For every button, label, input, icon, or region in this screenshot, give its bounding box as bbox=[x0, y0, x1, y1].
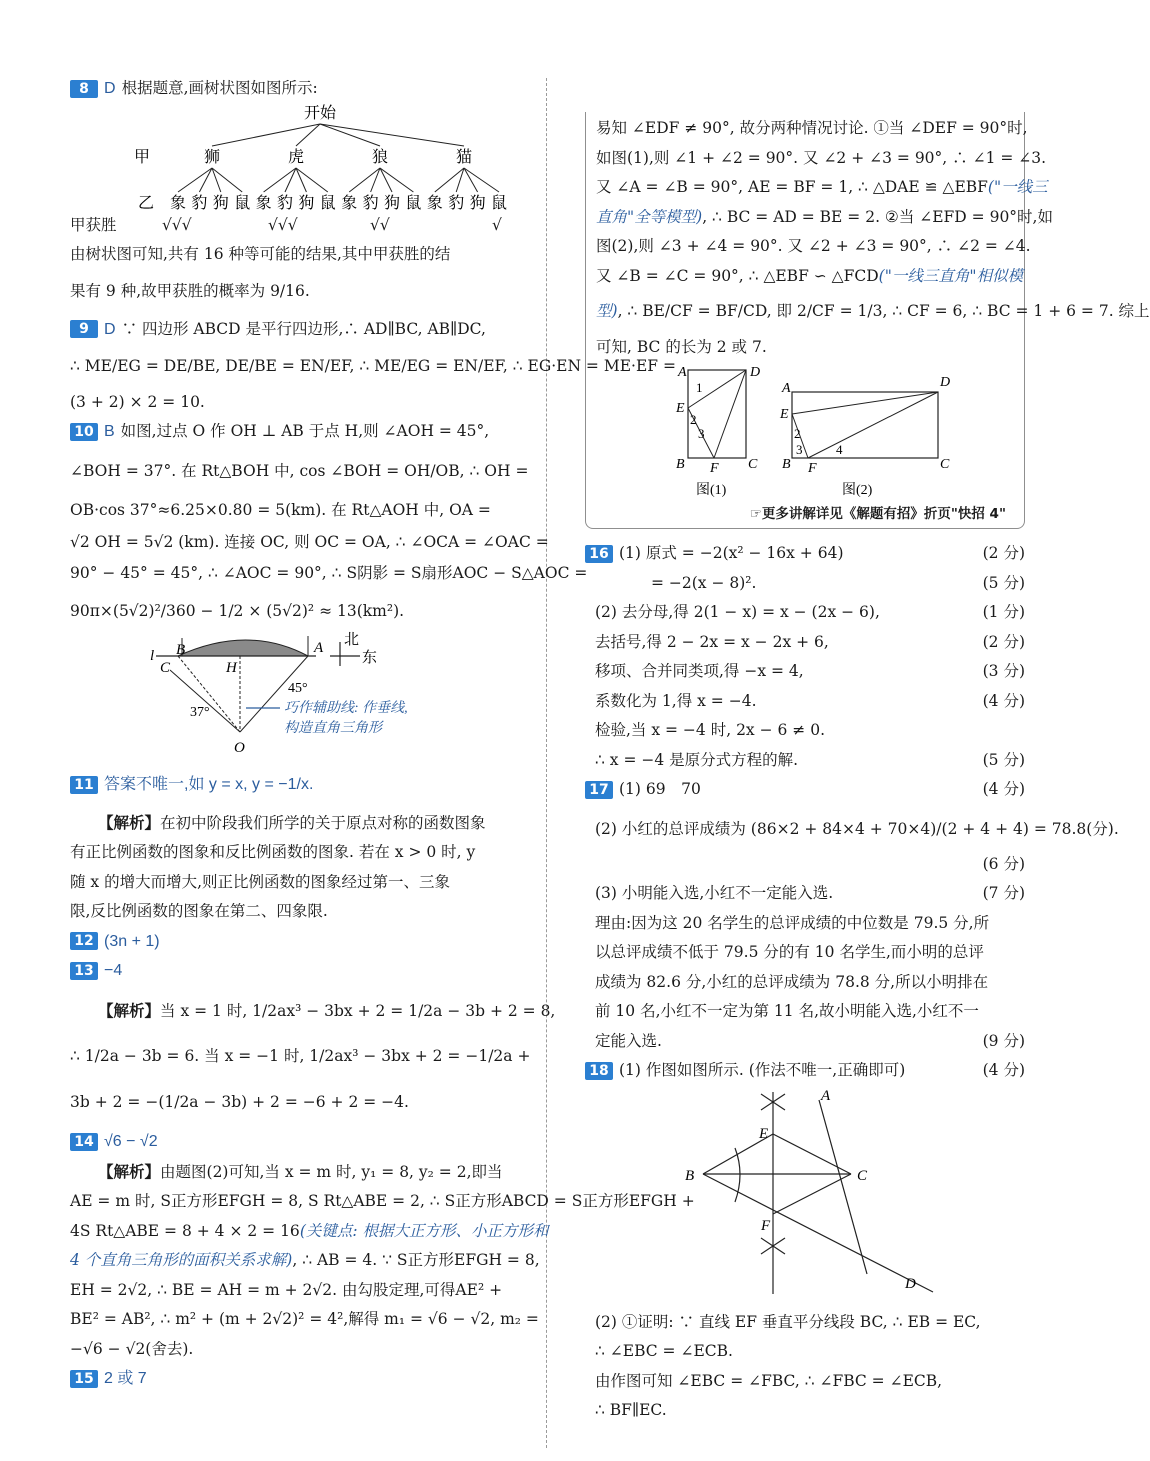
tree-row1 bbox=[204, 148, 472, 166]
label-l: l bbox=[150, 648, 155, 664]
q9-line2: ∴ ME/EG = DE/BE, DE/BE = EN/EF, ∴ ME/EG = EN/EF, ∴ EG·EN = ME·EF = bbox=[70, 357, 676, 375]
q15-model-note-2: 直角"全等模型) bbox=[596, 207, 703, 226]
tree-node: 狮 bbox=[203, 148, 221, 166]
tip-line2: 构造直角三角形 bbox=[284, 721, 382, 736]
q15-svg bbox=[596, 362, 1016, 502]
q15-l4b: , ∴ BC = AD = BE = 2. ②当 ∠EFD = 90°时,如 bbox=[702, 207, 1053, 226]
tree-branch bbox=[212, 124, 320, 146]
segment-co bbox=[170, 670, 240, 732]
q16-row-5 bbox=[585, 687, 1025, 717]
tree-node: 虎 bbox=[287, 148, 305, 166]
tree-node: 狼 bbox=[371, 148, 389, 166]
tree-leaf: 狗 bbox=[469, 194, 486, 212]
q16-row-text: ∴ x = −4 是原分式方程的解. bbox=[595, 750, 799, 769]
q13-l3: 3b + 2 = −(1/2a − 3b) + 2 = −6 + 2 = −4. bbox=[70, 1092, 409, 1111]
q17-s3: (7 分) bbox=[982, 884, 1025, 902]
fig1-caption: 图(1) bbox=[696, 483, 727, 498]
q14-l3 bbox=[70, 1217, 549, 1247]
q15-l6 bbox=[596, 262, 1023, 292]
q10-header bbox=[70, 417, 540, 447]
tree-branch bbox=[320, 124, 380, 146]
tree-branch bbox=[296, 124, 320, 146]
label-A: A bbox=[821, 1087, 831, 1104]
q18-s1: (4 分) bbox=[982, 1061, 1025, 1079]
q14-l4 bbox=[70, 1246, 540, 1276]
q15-model-note: ("一线三 bbox=[987, 178, 1048, 196]
tree-leaf: 象 bbox=[255, 194, 272, 212]
q8-label-jia-win: 甲获胜 bbox=[70, 215, 117, 234]
fig2-F: F bbox=[808, 461, 817, 476]
q14-tag: 【解析】 bbox=[98, 1161, 161, 1181]
q11-answer: 答案不唯一,如 y = x, y = −1/x. bbox=[104, 776, 314, 793]
q16-row-4 bbox=[585, 657, 1025, 687]
q18-number: 18 bbox=[585, 1062, 613, 1080]
q17-p5 bbox=[585, 1027, 1025, 1057]
q15-number: 15 bbox=[70, 1370, 98, 1388]
q17-s5: (9 分) bbox=[982, 1031, 1025, 1050]
q15-l8: 可知, BC 的长为 2 或 7. bbox=[596, 337, 767, 356]
q15-l7b: , ∴ BE/CF = BF/CD, 即 2/CF = 1/3, ∴ CF = 6, ∴ BC = 1 + 6 = 7. 综上 bbox=[617, 302, 1150, 320]
tree-leaf: 豹 bbox=[362, 194, 379, 212]
q13-l1-text: 当 x = 1 时, 1/2ax³ − 3bx + 2 = 1/2a − 3b + 2 = 8, bbox=[160, 1001, 556, 1020]
q18-p1: (2) ①证明: ∵ 直线 EF 垂直平分线段 BC, ∴ EB = EC, bbox=[595, 1312, 981, 1331]
q17-row-3 bbox=[585, 879, 1025, 909]
q17-s2: (6 分) bbox=[982, 855, 1025, 873]
q18-r1: (1) 作图如图所示. (作法不唯一,正确即可) bbox=[619, 1061, 906, 1079]
q14-number: 14 bbox=[70, 1133, 98, 1151]
q11-number: 11 bbox=[70, 776, 98, 794]
q10-line3: OB·cos 37°≈6.25×0.80 = 5(km). 在 Rt△AOH 中, OA = bbox=[70, 501, 491, 519]
q14-key-note-2: 4 个直角三角形的面积关系求解) bbox=[70, 1251, 293, 1269]
q8-tree-diagram bbox=[70, 104, 540, 222]
q16-row-text: (1) 原式 = −2(x² − 16x + 64) bbox=[619, 544, 844, 562]
q17-r1: (1) 69 70 bbox=[619, 780, 701, 798]
label-H: H bbox=[226, 660, 237, 676]
q12-answer: (3n + 1) bbox=[104, 932, 160, 950]
q15-l4 bbox=[596, 203, 1053, 233]
q15-tip-text: 更多讲解详见《解题有招》折页"快招 4" bbox=[761, 506, 1006, 522]
label-C: C bbox=[857, 1167, 868, 1184]
q16-row-1 bbox=[585, 569, 1025, 599]
q16-row-score: (1 分) bbox=[982, 603, 1025, 621]
column-divider bbox=[546, 78, 547, 1448]
tip-line1: 巧作辅助线: 作垂线, bbox=[284, 701, 408, 716]
q10-line2: ∠BOH = 37°. 在 Rt△BOH 中, cos ∠BOH = OH/OB, ∴ OH = bbox=[70, 461, 529, 480]
label-north: 北 bbox=[344, 632, 360, 648]
q14-l7: −√6 − √2(舍去). bbox=[70, 1339, 194, 1358]
fig1-angle3: 3 bbox=[698, 426, 705, 441]
q18-diagram bbox=[585, 1086, 1025, 1304]
q15-l2: 如图(1),则 ∠1 + ∠2 = 90°. 又 ∠2 + ∠3 = 90°, ∴ ∠1 = ∠3. bbox=[596, 148, 1047, 167]
tree-branches bbox=[178, 124, 499, 192]
q14-l2: AE = m 时, S正方形EFGH = 8, S Rt△ABE = 2, ∴ S正方形ABCD = S正方形EFGH + bbox=[70, 1192, 695, 1210]
q15-l5: 图(2),则 ∠3 + ∠4 = 90°. 又 ∠2 + ∠3 = 90°, ∴ ∠2 = ∠4. bbox=[596, 237, 1031, 255]
q16-row-score: (5 分) bbox=[982, 573, 1025, 592]
q15-l6a: 又 ∠B = ∠C = 90°, ∴ △EBF ∽ △FCD bbox=[596, 266, 879, 285]
q17-p5-text: 定能入选. bbox=[595, 1031, 662, 1050]
fig2-caption: 图(2) bbox=[842, 483, 873, 498]
q10-diagram bbox=[70, 630, 540, 770]
q18-p4: ∴ BF∥EC. bbox=[595, 1401, 667, 1419]
arc-mark-angle bbox=[735, 1148, 740, 1202]
q8-checks-2: √√√ bbox=[268, 215, 298, 234]
fig1-fd bbox=[714, 370, 746, 458]
q15-model-note-3: ("一线三直角"相似模 bbox=[878, 266, 1023, 285]
q17-number: 17 bbox=[585, 781, 613, 799]
q11-header bbox=[70, 770, 540, 800]
q8-number: 8 bbox=[70, 80, 98, 98]
tree-leaf: 象 bbox=[341, 194, 358, 212]
angle-45: 45° bbox=[288, 681, 308, 696]
q10-line1: 如图,过点 O 作 OH ⊥ AB 于点 H,则 ∠AOH = 45°, bbox=[120, 422, 490, 440]
tree-leaf: 鼠 bbox=[405, 194, 422, 212]
q14-l3a: 4S Rt△ABE = 8 + 4 × 2 = 16 bbox=[70, 1221, 300, 1240]
q14-l5: EH = 2√2, ∴ BE = AH = m + 2√2. 由勾股定理,可得AE² + bbox=[70, 1280, 503, 1299]
tree-branch bbox=[380, 168, 413, 192]
shaded-segment bbox=[178, 640, 308, 656]
tree-leaf: 豹 bbox=[448, 194, 465, 212]
q15-l1: 易知 ∠EDF ≠ 90°, 故分两种情况讨论. ①当 ∠DEF = 90°时, bbox=[596, 119, 1028, 137]
fig2-C: C bbox=[940, 457, 950, 472]
fig2-rect bbox=[792, 392, 938, 458]
q15-more-tip bbox=[596, 502, 1014, 522]
tree-leaf: 鼠 bbox=[319, 194, 336, 212]
q8-choice: D bbox=[104, 80, 116, 97]
q15-l3 bbox=[596, 173, 1048, 203]
tree-leaf: 鼠 bbox=[490, 194, 508, 212]
tree-branch bbox=[264, 168, 296, 192]
label-O: O bbox=[234, 740, 245, 756]
q8-header bbox=[70, 74, 540, 104]
label-F: F bbox=[761, 1217, 771, 1234]
q14-l1 bbox=[70, 1157, 540, 1188]
fig2-angle4: 4 bbox=[836, 442, 843, 457]
tree-root: 开始 bbox=[303, 104, 337, 122]
q16-row-text: 检验,当 x = −4 时, 2x − 6 ≠ 0. bbox=[595, 721, 826, 739]
q17-row-1 bbox=[585, 775, 1025, 805]
tree-branch bbox=[464, 168, 499, 192]
fig1-E: E bbox=[676, 401, 685, 416]
fig2-angle3: 3 bbox=[796, 442, 803, 457]
label-B: B bbox=[176, 642, 186, 658]
label-B: B bbox=[685, 1167, 695, 1184]
right-column bbox=[585, 112, 1150, 1426]
fig1-A: A bbox=[678, 365, 687, 380]
tree-leaf: 狗 bbox=[212, 194, 229, 212]
q16-row-score: (2 分) bbox=[982, 632, 1025, 651]
q10-line4: √2 OH = 5√2 (km). 连接 OC, 则 OC = OA, ∴ ∠OCA = ∠OAC = bbox=[70, 532, 549, 551]
tree-branch bbox=[178, 168, 212, 192]
q15-l3a: 又 ∠A = ∠B = 90°, AE = BF = 1, ∴ △DAE ≌ △EBF bbox=[596, 178, 988, 196]
segment-ec bbox=[773, 1134, 851, 1174]
q13-tag: 【解析】 bbox=[98, 1000, 161, 1020]
q16-row-text: 移项、合并同类项,得 −x = 4, bbox=[595, 662, 804, 680]
q12-number: 12 bbox=[70, 932, 98, 950]
fig1-B: B bbox=[676, 457, 685, 472]
tree-branch bbox=[380, 168, 392, 192]
q11-p1 bbox=[70, 808, 540, 839]
q13-l1 bbox=[70, 996, 556, 1027]
q15-model-note-4: 型) bbox=[596, 302, 618, 320]
fig1-D: D bbox=[750, 365, 761, 380]
tree-node: 猫 bbox=[455, 148, 473, 166]
fig2-angle2: 2 bbox=[794, 426, 801, 441]
label-D: D bbox=[905, 1275, 916, 1292]
segment-fc bbox=[773, 1174, 851, 1214]
q11-tag: 【解析】 bbox=[98, 812, 161, 832]
hand-icon: ☞ bbox=[749, 506, 762, 522]
label-east: 东 bbox=[362, 650, 378, 666]
q14-l1-text: 由题图(2)可知,当 x = m 时, y₁ = 8, y₂ = 2,即当 bbox=[160, 1162, 503, 1181]
q16-row-text: 去括号,得 2 − 2x = x − 2x + 6, bbox=[595, 632, 829, 651]
tree-leaf: 狗 bbox=[383, 194, 401, 212]
tree-label-yi: 乙 bbox=[137, 194, 155, 212]
q16-row-score: (2 分) bbox=[982, 544, 1025, 562]
q16-row-3 bbox=[585, 628, 1025, 658]
angle-37: 37° bbox=[190, 705, 210, 720]
q18-p2: ∴ ∠EBC = ∠ECB. bbox=[595, 1342, 733, 1360]
tree-branch bbox=[320, 124, 464, 146]
fig1-C: C bbox=[748, 457, 758, 472]
fig1-F: F bbox=[710, 461, 719, 476]
q17-s1: (4 分) bbox=[982, 780, 1025, 798]
q9-header bbox=[70, 315, 540, 345]
q8-text1: 由树状图可知,共有 16 种等可能的结果,其中甲获胜的结 bbox=[70, 244, 451, 263]
label-E: E bbox=[759, 1125, 769, 1142]
q16-row-score: (4 分) bbox=[982, 691, 1025, 710]
q8-checks-3: √√ bbox=[370, 215, 390, 234]
q11-p4: 限,反比例函数的图象在第二、四象限. bbox=[70, 902, 328, 920]
q14-l6: BE² = AB², ∴ m² + (m + 2√2)² = 4²,解得 m₁ = √6 − √2, m₂ = bbox=[70, 1310, 539, 1328]
q15-figures bbox=[596, 362, 1014, 502]
q18-svg bbox=[585, 1086, 1025, 1304]
q9-line3: (3 + 2) × 2 = 10. bbox=[70, 392, 205, 411]
q11-p2: 有正比例函数的图象和反比例函数的图象. 若在 x > 0 时, y bbox=[70, 843, 476, 861]
q10-svg bbox=[70, 630, 540, 770]
label-C: C bbox=[160, 660, 171, 676]
q15-continued-box bbox=[585, 112, 1150, 529]
fig1-angle1: 1 bbox=[696, 380, 703, 395]
q9-choice: D bbox=[104, 320, 116, 338]
q18-row-1 bbox=[585, 1056, 1025, 1086]
q14-key-note: (关键点: 根据大正方形、小正方形和 bbox=[299, 1221, 549, 1240]
q8-intro: 根据题意,画树状图如图所示: bbox=[121, 79, 318, 97]
q15-header bbox=[70, 1364, 540, 1394]
tree-leaf: 狗 bbox=[298, 194, 315, 212]
q14-l4b: , ∴ AB = 4. ∵ S正方形EFGH = 8, bbox=[292, 1251, 540, 1269]
q17-p1: 理由:因为这 20 名学生的总评成绩的中位数是 79.5 分,所 bbox=[595, 913, 990, 932]
q16-row-text: 系数化为 1,得 x = −4. bbox=[595, 691, 757, 710]
q15-answer: 2 或 7 bbox=[104, 1370, 147, 1387]
q11-p1-text: 在初中阶段我们所学的关于原点对称的函数图象 bbox=[160, 813, 486, 832]
q10-line5: 90° − 45° = 45°, ∴ ∠AOC = 90°, ∴ S阴影 = S扇形AOC − S△AOC = bbox=[70, 564, 588, 582]
q9-number: 9 bbox=[70, 320, 98, 338]
q16-row-0 bbox=[585, 539, 1025, 569]
q17-block bbox=[585, 775, 1119, 1056]
q16-number: 16 bbox=[585, 545, 613, 563]
tree-leaf: 豹 bbox=[191, 194, 208, 212]
tree-leaf: 鼠 bbox=[234, 194, 251, 212]
tree-leaf: 象 bbox=[426, 194, 443, 212]
q17-r3: (3) 小明能入选,小红不一定能入选. bbox=[595, 884, 834, 902]
q10-choice: B bbox=[104, 423, 115, 440]
q9-line1: ∵ 四边形 ABCD 是平行四边形,∴ AD∥BC, AB∥DC, bbox=[121, 319, 486, 338]
q17-p2: 以总评成绩不低于 79.5 分的有 10 名学生,而小明的总评 bbox=[595, 943, 984, 961]
q16-row-score: (3 分) bbox=[982, 662, 1025, 680]
fig2-E: E bbox=[780, 407, 789, 422]
q16-row-text: = −2(x − 8)². bbox=[651, 573, 757, 592]
q17-p3: 成绩为 82.6 分,小红的总评成绩为 78.8 分,所以小明排在 bbox=[595, 972, 989, 991]
q8-checks-4: √ bbox=[492, 215, 502, 234]
q12-header bbox=[70, 927, 540, 957]
tree-label-jia: 甲 bbox=[133, 148, 151, 166]
q16-row-score: (5 分) bbox=[982, 750, 1025, 769]
q18-p3: 由作图可知 ∠EBC = ∠FBC, ∴ ∠FBC = ∠ECB, bbox=[595, 1371, 943, 1390]
tree-leaf: 豹 bbox=[276, 194, 294, 212]
fig2-D: D bbox=[940, 375, 951, 390]
q10-number: 10 bbox=[70, 423, 98, 441]
q14-answer: √6 − √2 bbox=[104, 1133, 158, 1150]
label-A: A bbox=[314, 640, 324, 656]
q13-number: 13 bbox=[70, 962, 98, 980]
q17-row-2-score bbox=[585, 850, 1025, 879]
tree-leaf: 象 bbox=[169, 194, 187, 212]
q11-p3: 随 x 的增大而增大,则正比例函数的图象经过第一、三象 bbox=[70, 872, 451, 891]
q16-row-2 bbox=[585, 598, 1025, 628]
q17-row-2: (2) 小红的总评成绩为 (86×2 + 84×4 + 70×4)/(2 + 4 + 4) = 78.8(分). bbox=[595, 819, 1119, 838]
q13-header bbox=[70, 956, 540, 986]
q13-l2: ∴ 1/2a − 3b = 6. 当 x = −1 时, 1/2ax³ − 3bx + 2 = −1/2a + bbox=[70, 1047, 531, 1065]
q16-row-text: (2) 去分母,得 2(1 − x) = x − (2x − 6), bbox=[595, 603, 880, 621]
tree-row2 bbox=[170, 194, 507, 212]
tree-branch bbox=[464, 168, 478, 192]
q8-checks-row bbox=[70, 214, 540, 236]
q16-row-6 bbox=[585, 716, 1025, 746]
q13-answer: −4 bbox=[104, 962, 123, 979]
tree-svg bbox=[70, 104, 540, 222]
q16-row-7 bbox=[585, 746, 1025, 776]
q14-header bbox=[70, 1127, 540, 1157]
fig2-B: B bbox=[782, 457, 791, 472]
q8-checks-1: √√√ bbox=[162, 215, 192, 234]
fig2-A: A bbox=[782, 381, 791, 396]
tree-branch bbox=[199, 168, 212, 192]
q16-block bbox=[585, 539, 1025, 775]
q15-l7 bbox=[596, 297, 1150, 327]
q17-p4: 前 10 名,小红不一定为第 11 名,故小明能入选,小红不一 bbox=[595, 1002, 979, 1020]
q18-block bbox=[585, 1056, 1025, 1426]
q10-line6: 90π×(5√2)²/360 − 1/2 × (5√2)² ≈ 13(km²). bbox=[70, 601, 405, 620]
fig1-angle2: 2 bbox=[690, 412, 697, 427]
q8-text2: 果有 9 种,故甲获胜的概率为 9/16. bbox=[70, 282, 310, 300]
